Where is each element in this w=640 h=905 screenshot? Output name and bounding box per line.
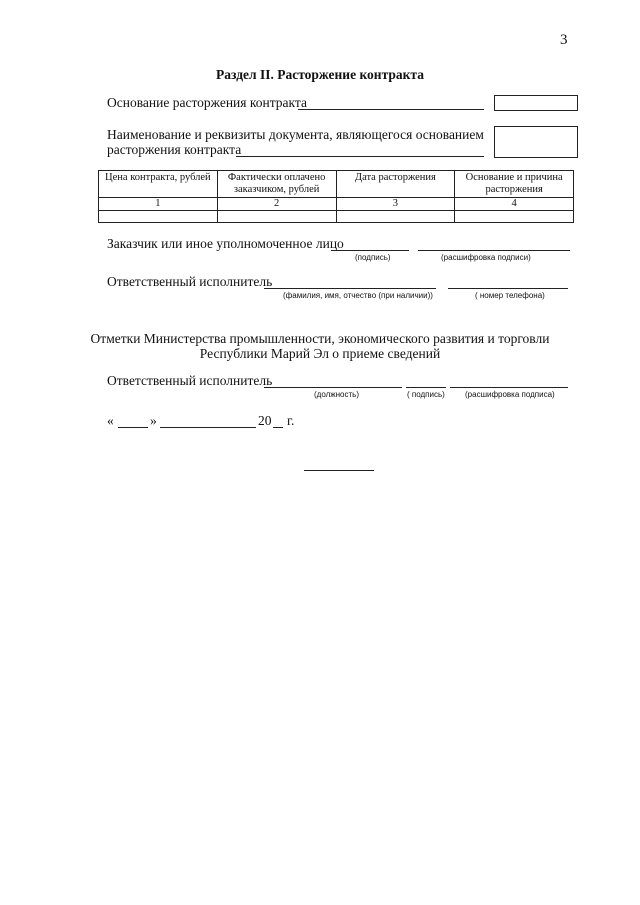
- table-cell[interactable]: [336, 211, 455, 223]
- date-close-quote: »: [150, 413, 157, 428]
- date-year-line[interactable]: [273, 427, 283, 428]
- header-termination-reason: Основание и причина расторжения: [455, 171, 574, 198]
- table-row: [99, 211, 574, 223]
- executor2-position-line[interactable]: [264, 387, 402, 388]
- table-cell[interactable]: [99, 211, 218, 223]
- executor2-decoding-caption: (расшифровка подписа): [465, 390, 555, 399]
- column-number: 4: [455, 198, 574, 211]
- executor2-label: Ответственный исполнитель: [107, 373, 273, 388]
- table-number-row: [99, 198, 574, 211]
- executor2-signature-line[interactable]: [406, 387, 446, 388]
- basis-label: Основание расторжения контракта: [107, 95, 307, 110]
- basis-line[interactable]: [298, 109, 484, 110]
- header-paid-by-customer: Фактически оплачено заказчиком, рублей: [217, 171, 336, 198]
- customer-decoding-line[interactable]: [418, 250, 570, 251]
- executor2-decoding-line[interactable]: [450, 387, 568, 388]
- section-title: Раздел II. Расторжение контракта: [216, 67, 424, 82]
- header-contract-price: Цена контракта, рублей: [99, 171, 218, 198]
- table-header-row: [99, 171, 574, 198]
- executor-label: Ответственный исполнитель: [107, 274, 273, 289]
- page-number: 3: [560, 32, 568, 48]
- document-label-line2: расторжения контракта: [107, 142, 242, 157]
- column-number: 3: [336, 198, 455, 211]
- date-open-quote: «: [107, 413, 114, 428]
- executor-name-line[interactable]: [264, 288, 436, 289]
- document-line[interactable]: [236, 156, 484, 157]
- executor2-signature-caption: ( подпись): [407, 390, 445, 399]
- basis-code-box[interactable]: [494, 95, 578, 111]
- date-year-suffix: г.: [287, 413, 295, 428]
- header-termination-date: Дата расторжения: [336, 171, 455, 198]
- date-day-line[interactable]: [118, 427, 148, 428]
- executor2-position-caption: (должность): [314, 390, 359, 399]
- end-divider: [304, 470, 374, 471]
- column-number: 2: [217, 198, 336, 211]
- customer-signature-line[interactable]: [331, 250, 409, 251]
- ministry-heading-line1: Отметки Министерства промышленности, экономического развития и торговли: [90, 331, 550, 346]
- document-code-box[interactable]: [494, 126, 578, 158]
- table-cell[interactable]: [217, 211, 336, 223]
- executor-phone-caption: ( номер телефона): [475, 291, 545, 300]
- customer-decoding-caption: (расшифровка подписи): [441, 253, 531, 262]
- date-month-line[interactable]: [160, 427, 256, 428]
- termination-table: [98, 170, 574, 223]
- executor-name-caption: (фамилия, имя, отчество (при наличии)): [283, 291, 433, 300]
- customer-label: Заказчик или иное уполномоченное лицо: [107, 236, 344, 251]
- ministry-heading-line2: Республики Марий Эл о приеме сведений: [199, 346, 441, 361]
- customer-signature-caption: (подпись): [355, 253, 391, 262]
- table-cell[interactable]: [455, 211, 574, 223]
- document-label-line1: Наименование и реквизиты документа, являющегося основанием: [107, 127, 484, 142]
- date-year-prefix: 20: [258, 413, 272, 428]
- column-number: 1: [99, 198, 218, 211]
- executor-phone-line[interactable]: [448, 288, 568, 289]
